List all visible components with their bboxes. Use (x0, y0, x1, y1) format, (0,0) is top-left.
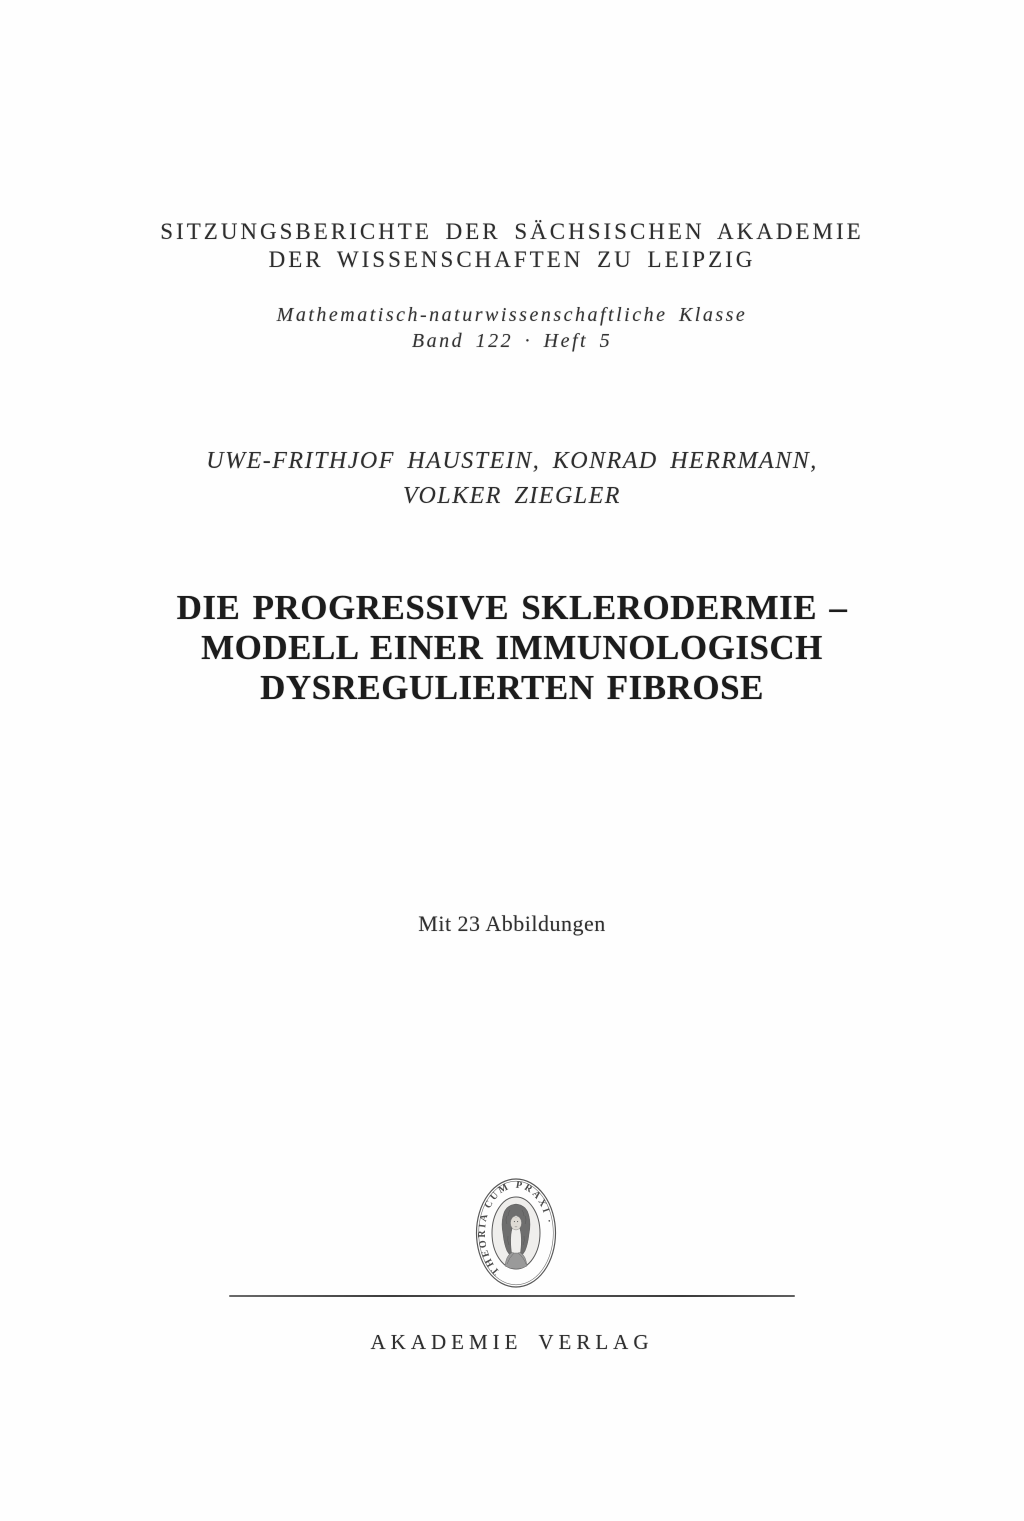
illustrations-note: Mit 23 Abbildungen (418, 911, 606, 936)
forehead-highlight-dot (515, 1216, 517, 1218)
authors-line-2: VOLKER ZIEGLER (403, 483, 621, 509)
series-title-line-2: DER WISSENSCHAFTEN ZU LEIPZIG (268, 247, 756, 272)
left-eye-dot (514, 1221, 515, 1222)
publisher-name: AKADEMIE VERLAG (370, 1330, 654, 1354)
right-eye-dot (517, 1221, 518, 1222)
book-title-line-2: MODELL EINER IMMUNOLOGISCH (201, 628, 823, 667)
book-title-line-3: DYSREGULIERTEN FIBROSE (260, 668, 764, 707)
seal-motto: THEORIA CUM PRAXI · (476, 1179, 555, 1277)
subseries-class: Mathematisch-naturwissenschaftliche Klasse (276, 304, 748, 326)
authors-line-1: UWE-FRITHJOF HAUSTEIN, KONRAD HERRMANN, (206, 448, 818, 474)
volume-issue: Band 122 · Heft 5 (411, 330, 613, 352)
book-title-line-1: DIE PROGRESSIVE SKLERODERMIE – (176, 588, 848, 627)
publisher-divider-rule (229, 1295, 795, 1297)
theoria-cum-praxi-seal-icon (474, 1176, 558, 1290)
series-title-line-1: SITZUNGSBERICHTE DER SÄCHSISCHEN AKADEMIE (160, 219, 864, 244)
face-shape (511, 1216, 522, 1230)
